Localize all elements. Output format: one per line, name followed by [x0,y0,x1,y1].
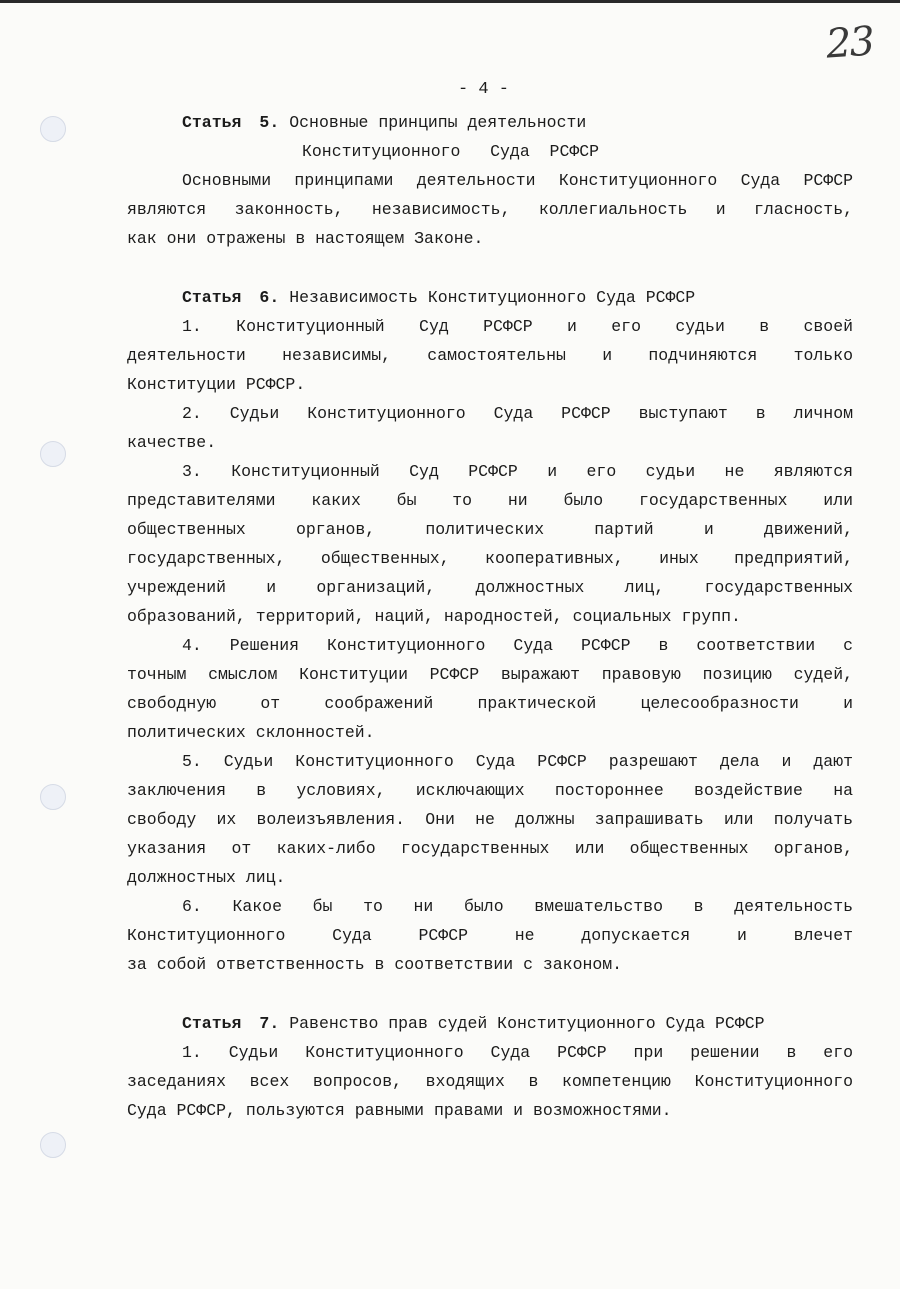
paragraph-line: заключения в условиях, исключающих постороннее воздействие на [127,781,853,800]
paragraph-line: Конституционного Суда РСФСР не допускается и влечет [127,926,853,945]
paragraph-line: 6. Какое бы то ни было вмешательство в деятельность [182,897,853,916]
article-6-heading [182,283,853,312]
paragraph-line: деятельности независимы, самостоятельны и подчиняются только [127,346,853,365]
article-number: 7. [259,1014,280,1033]
article-number: 6. [259,288,280,307]
article-word: Статья [182,288,242,307]
paragraph-line: за собой ответственность в соответствии с законом. [127,955,623,974]
paragraph-line: должностных лиц. [127,868,286,887]
handwritten-folio-number: 23 [824,18,875,68]
paragraph-line: 1. Судьи Конституционного Суда РСФСР при решении в его [182,1043,853,1062]
paragraph-line: качестве. [127,433,217,452]
paragraph-line: заседаниях всех вопросов, входящих в компетенцию Конституционного [127,1072,853,1091]
paragraph-line: свободу их волеизъявления. Они не должны запрашивать или получать [127,810,853,829]
paragraph-line: точным смыслом Конституции РСФСР выражают правовую позицию судей, [127,665,853,684]
paragraph-line: являются законность, независимость, коллегиальность и гласность, [127,200,853,219]
article-5-heading [182,108,853,137]
paragraph-line: Суда РСФСР, пользуются равными правами и возможностями. [127,1101,672,1120]
paragraph-line: государственных, общественных, кооперативных, иных предприятий, [127,549,853,568]
paragraph-line: Основными принципами деятельности Конституционного Суда РСФСР [182,171,853,190]
paragraph-line: Конституции РСФСР. [127,375,306,394]
paragraph-line: 1. Конституционный Суд РСФСР и его судьи в своей [182,317,853,336]
article-title-continued: Конституционного Суда РСФСР [302,142,600,161]
article-title: Равенство прав судей Конституционного Суда РСФСР [289,1014,765,1033]
punch-hole [40,1132,66,1158]
article-word: Статья [182,113,242,132]
paragraph-line: политических склонностей. [127,723,375,742]
page-top-edge [0,0,900,3]
paragraph-line: 5. Судьи Конституционного Суда РСФСР разрешают дела и дают [182,752,853,771]
paragraph-line: свободную от соображений практической целесообразности и [127,694,853,713]
article-title: Основные принципы деятельности [289,113,587,132]
paragraph-line: как они отражены в настоящем Законе. [127,229,484,248]
paragraph-line: учреждений и организаций, должностных лиц, государственных [127,578,853,597]
paragraph-line: образований, территорий, наций, народностей, социальных групп. [127,607,741,626]
paragraph-line: общественных органов, политических партий и движений, [127,520,853,539]
article-7-heading [182,1009,853,1038]
paragraph-line: 4. Решения Конституционного Суда РСФСР в соответствии с [182,636,853,655]
paragraph-line: представителями каких бы то ни было государственных или [127,491,853,510]
punch-hole [40,116,66,142]
paragraph-line: указания от каких-либо государственных или общественных органов, [127,839,853,858]
article-number: 5. [259,113,280,132]
punch-hole [40,441,66,467]
article-title: Независимость Конституционного Суда РСФСР [289,288,696,307]
article-word: Статья [182,1014,242,1033]
punch-hole [40,784,66,810]
paragraph-line: 3. Конституционный Суд РСФСР и его судьи не являются [182,462,853,481]
page-number: - 4 - [457,80,509,99]
paragraph-line: 2. Судьи Конституционного Суда РСФСР выступают в личном [182,404,853,423]
